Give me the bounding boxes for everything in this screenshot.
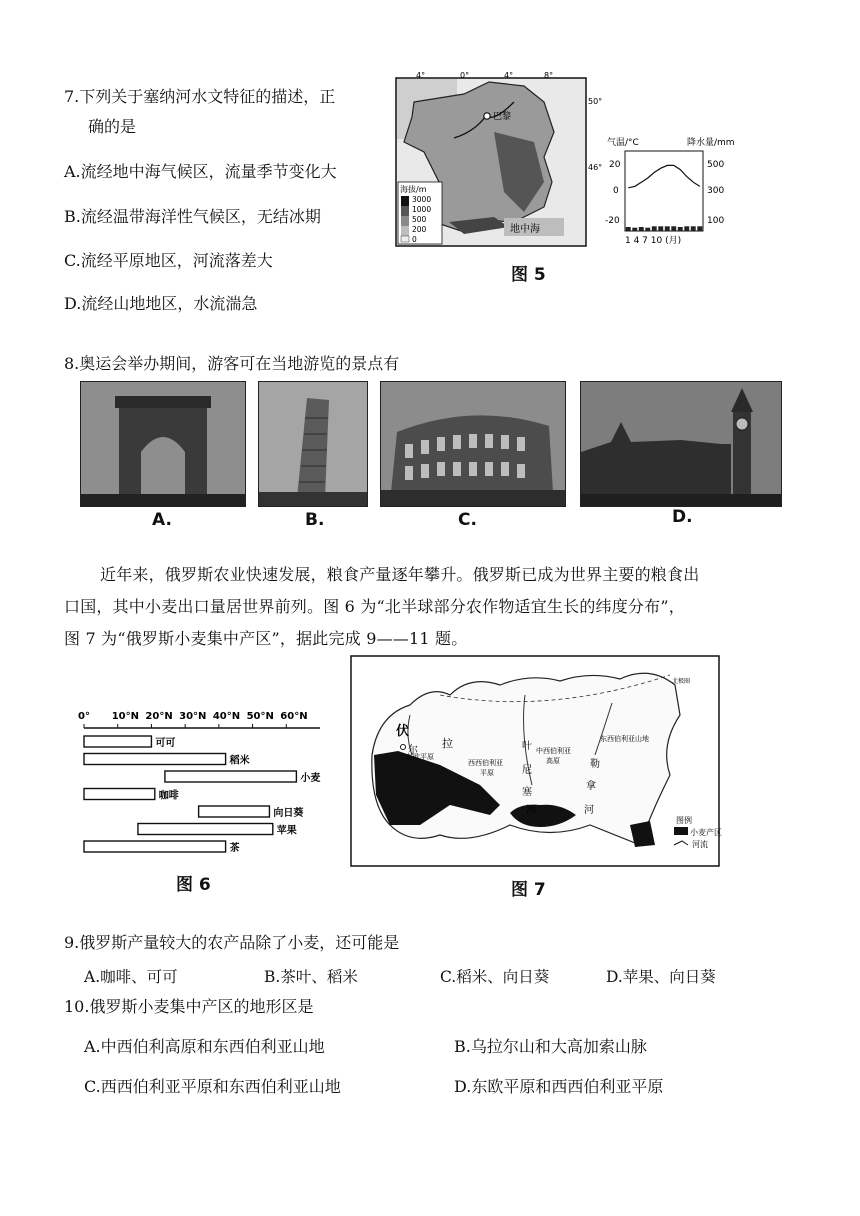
map-label-east-siberia: 东西伯利亚山地 xyxy=(600,735,649,743)
map-label-he2: 河 xyxy=(584,805,594,816)
fig5-caption: 图 5 xyxy=(511,265,546,285)
fig6-crop-label: 可可 xyxy=(155,738,176,749)
fig6-bar-3 xyxy=(165,771,296,782)
fig7-legend-title: 图例 xyxy=(676,816,692,825)
fig6-bar-7 xyxy=(84,841,226,852)
fig6-tick-label: 0° xyxy=(78,711,90,722)
q9-option-c: C.稻米、向日葵 xyxy=(440,968,550,986)
fig6-bar-1 xyxy=(84,736,151,747)
q8-label-c: C. xyxy=(458,510,477,530)
precip-bar xyxy=(626,227,631,231)
map-label-west-siberia-1: 西西伯利亚 xyxy=(468,759,503,767)
lon-label-4e: 4° xyxy=(504,71,514,80)
temp-tick-0: 0 xyxy=(613,186,619,196)
q10-option-d: D.东欧平原和西西伯利亚平原 xyxy=(454,1077,664,1096)
passage-line2: 口国，其中小麦出口量居世界前列。图 6 为“北半球部分农作物适宜生长的纬度分布”， xyxy=(64,597,685,616)
precip-bar xyxy=(697,226,702,231)
map-label-west-siberia-2: 平原 xyxy=(480,769,494,777)
lon-label-8e: 8° xyxy=(544,71,554,80)
q10-option-c: C.西西伯利亚平原和东西伯利亚山地 xyxy=(84,1077,341,1096)
fig7-legend-wheat: 小麦产区 xyxy=(690,828,722,837)
q7-option-a: A.流经地中海气候区，流量季节变化大 xyxy=(64,162,337,181)
fig6-tick-label: 50°N xyxy=(246,711,274,722)
q8-label-a: A. xyxy=(152,510,172,530)
map-label-he1: 河 xyxy=(526,805,536,816)
elev-1000: 1000 xyxy=(412,205,432,214)
precip-bar xyxy=(658,226,663,231)
mediterranean-label: 地中海 xyxy=(510,224,540,235)
fig6-crop-label: 茶 xyxy=(229,843,240,854)
lon-label-0: 0° xyxy=(460,71,470,80)
precip-tick-300: 300 xyxy=(707,186,725,196)
map-label-central-siberia-1: 中西伯利亚 xyxy=(536,747,571,755)
fig6-bar-5 xyxy=(199,806,270,817)
lat-label-46: 46° xyxy=(588,163,603,172)
q10-option-a: A.中西伯利高原和东西伯利亚山地 xyxy=(84,1037,325,1056)
temperature-line xyxy=(628,165,700,187)
fig6-tick-label: 30°N xyxy=(179,711,207,722)
france-map xyxy=(394,71,603,250)
temp-tick-20: 20 xyxy=(609,160,621,170)
fig6-bar-2 xyxy=(84,754,226,765)
lat-label-50: 50° xyxy=(588,97,603,106)
temp-axis-label: 气温/°C xyxy=(607,138,639,148)
map-label-fu: 伏 xyxy=(396,724,410,739)
map-label-la: 拉 xyxy=(442,737,453,750)
fig6-tick-label: 40°N xyxy=(212,711,241,722)
legend-wheat-swatch xyxy=(674,827,688,835)
big-ben-photo xyxy=(580,381,782,507)
precip-axis-label: 降水量/mm xyxy=(687,138,735,148)
elevation-legend-title: 海拔/m xyxy=(400,185,427,194)
paris-climate-chart xyxy=(605,135,755,255)
map-label-ye: 叶 xyxy=(522,741,532,752)
crop-latitude-chart xyxy=(78,706,340,866)
q8-stem: 8.奥运会举办期间，游客可在当地游览的景点有 xyxy=(64,354,400,373)
lon-label-4w: 4° xyxy=(416,71,426,80)
paris-label: 巴黎 xyxy=(493,112,512,122)
leaning-tower-pisa-photo xyxy=(258,381,368,507)
temp-tick-neg20: -20 xyxy=(605,216,620,226)
q7-stem-line2: 确的是 xyxy=(88,117,137,136)
fig6-caption: 图 6 xyxy=(176,875,211,895)
q10-stem: 10.俄罗斯小麦集中产区的地形区是 xyxy=(64,997,314,1016)
q9-option-a: A.咖啡、可可 xyxy=(84,968,178,986)
arc-de-triomphe-photo xyxy=(80,381,246,507)
q8-label-b: B. xyxy=(305,510,325,530)
map-label-central-siberia-2: 高原 xyxy=(546,757,560,765)
colosseum-photo xyxy=(380,381,566,507)
q9-option-b: B.茶叶、稻米 xyxy=(264,968,358,986)
fig6-crop-label: 向日葵 xyxy=(273,808,304,819)
fig6-crop-label: 小麦 xyxy=(300,773,321,784)
q9-option-d: D.苹果、向日葵 xyxy=(606,968,716,986)
map-label-na: 拿 xyxy=(586,781,596,792)
map-label-ni: 尼 xyxy=(522,765,532,776)
map-label-er: 尔 xyxy=(408,745,418,756)
passage-line3: 图 7 为“俄罗斯小麦集中产区”，据此完成 9——11 题。 xyxy=(64,629,468,648)
precip-bar xyxy=(678,227,683,231)
precip-tick-500: 500 xyxy=(707,160,725,170)
q8-label-d: D. xyxy=(672,507,693,527)
fig6-bar-6 xyxy=(138,824,273,835)
fig6-tick-label: 60°N xyxy=(280,711,308,722)
map-label-sai: 塞 xyxy=(522,787,532,798)
q10-option-b: B.乌拉尔山和大高加索山脉 xyxy=(454,1037,647,1056)
fig7-legend-river: 河流 xyxy=(692,840,708,849)
elev-0: 0 xyxy=(412,235,417,244)
q7-option-d: D.流经山地地区，水流湍急 xyxy=(64,294,258,313)
elev-3000: 3000 xyxy=(412,195,432,204)
fig6-crop-label: 稻米 xyxy=(229,755,250,767)
precip-bar xyxy=(671,226,676,231)
q7-option-b: B.流经温带海洋性气候区，无结冰期 xyxy=(64,207,321,226)
fig6-bar-4 xyxy=(84,789,155,800)
russia-wheat-map xyxy=(350,655,720,867)
fig7-caption: 图 7 xyxy=(511,880,546,900)
fig6-tick-label: 20°N xyxy=(145,711,173,722)
elev-500: 500 xyxy=(412,215,427,224)
precip-tick-100: 100 xyxy=(707,216,725,226)
q7-option-c: C.流经平原地区，河流落差大 xyxy=(64,251,273,270)
map-label-le: 勒 xyxy=(590,759,600,770)
precip-bar xyxy=(665,226,670,231)
month-axis-labels: 1 4 7 10 (月) xyxy=(625,236,682,246)
precip-bar xyxy=(639,227,644,231)
fig6-crop-label: 苹果 xyxy=(276,825,297,837)
fig6-tick-label: 10°N xyxy=(111,711,140,722)
fig6-crop-label: 咖啡 xyxy=(158,790,179,802)
map-label-arctic: 北极圈 xyxy=(672,678,691,685)
q7-stem-line1: 7.下列关于塞纳河水文特征的描述，正 xyxy=(64,87,336,106)
q9-stem: 9.俄罗斯产量较大的农产品除了小麦，还可能是 xyxy=(64,933,400,952)
precip-bar xyxy=(645,228,650,231)
precip-bar xyxy=(632,228,637,231)
passage-line1: 近年来，俄罗斯农业快速发展，粮食产量逐年攀升。俄罗斯已成为世界主要的粮食出 xyxy=(100,565,700,584)
precip-bar xyxy=(691,226,696,231)
map-label-east-europe: 东欧平原 xyxy=(406,753,434,761)
precip-bar xyxy=(652,226,657,231)
precip-bar xyxy=(684,226,689,231)
elev-200: 200 xyxy=(412,225,427,234)
